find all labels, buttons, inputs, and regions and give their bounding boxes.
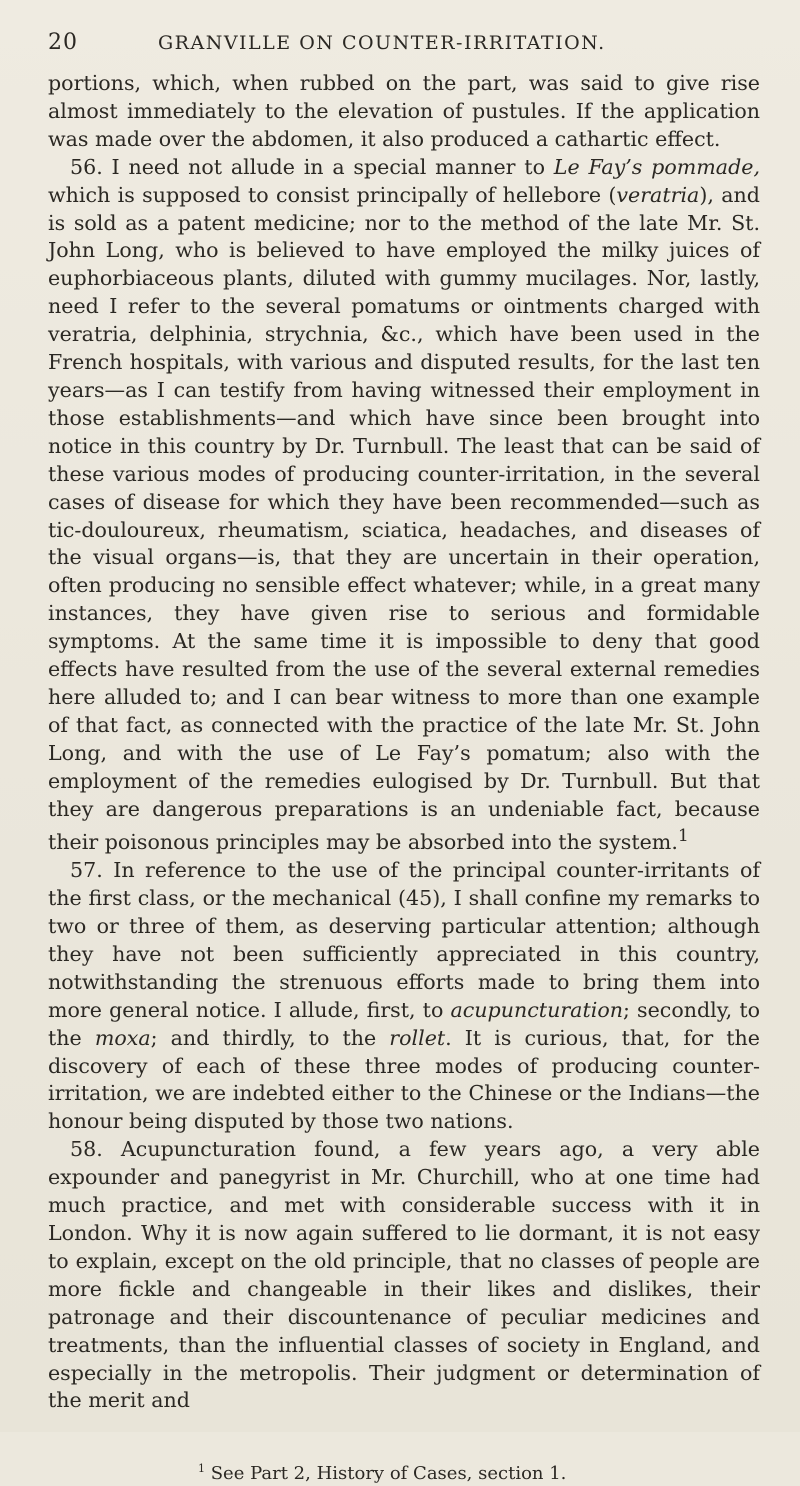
text-run: which is supposed to consist principally of hellebore ( bbox=[48, 182, 617, 207]
text-run: ; secondly, to the bbox=[48, 997, 761, 1050]
italic-run: moxa bbox=[94, 1025, 151, 1050]
body-text bbox=[48, 70, 760, 1415]
text-run: ; and thirdly, to the bbox=[150, 1025, 390, 1050]
italic-run: veratria bbox=[616, 182, 700, 207]
running-title: GRANVILLE ON COUNTER-IRRITATION. bbox=[158, 32, 606, 54]
italic-run: rollet bbox=[389, 1025, 446, 1050]
footnote-reference: 1 bbox=[677, 826, 689, 847]
page-number: 20 bbox=[48, 30, 78, 55]
paragraph-56 bbox=[48, 154, 760, 858]
text-run: 56. I need not allude in a special manner to bbox=[70, 154, 554, 179]
text-run: ), and is sold as a patent medicine; nor to the method of the late Mr. St. John Long, who is believed to have employed the milky juices of euphorbiaceous plants, diluted with gummy mucilages. Nor, lastly, need I refer to the several pomatums or ointments charged with veratria, delphinia, strychnia, &c., which have been used in the French hospitals, with various and disputed results, for the last ten years—as I can testify from having witnessed their employment in those establishments—and which have since been brought into notice in this country by Dr. Turnbull. The least that can be said of these various modes of producing counter-irritation, in the several cases of disease for which they have been recommended—such as tic-douloureux, rheumatism, sciatica, headaches, and diseases of the visual organs—is, that they are uncertain in their operation, often producing no sensible effect whatever; while, in a great many instances, they have given rise to serious and formidable symptoms. At the same time it is impossible to deny that good effects have resulted from the use of the several external remedies here alluded to; and I can bear witness to more than one example of that fact, as connected with the practice of the late Mr. St. John Long, and with the use of Le Fay’s pomatum; also with the employment of the remedies eulogised by Dr. Turnbull. But that they are dangerous preparations is an undeniable fact, because their poisonous principles may be absorbed into the system. bbox=[48, 182, 760, 855]
paragraph-57 bbox=[48, 857, 760, 1136]
text-run: 58. Acupuncturation found, a few years ago, a very able expounder and panegyrist in Mr. Churchill, who at one time had much practice, and met with considerable success with it in London. Why it is now again suffered to lie dormant, it is not easy to explain, except on the old principle, that no classes of people are more fickle and changeable in their likes and dislikes, their patronage and their discountenance of peculiar medicines and treatments, than the influential classes of society in England, and especially in the metropolis. Their judgment or determination of the merit and bbox=[48, 1137, 760, 1413]
paragraph-58 bbox=[48, 1136, 760, 1415]
paragraph-continued bbox=[48, 70, 760, 154]
italic-run: Le Fay’s pommade, bbox=[553, 154, 760, 179]
running-head bbox=[48, 26, 760, 64]
text-run: portions, which, when rubbed on the part, was said to give rise almost immediately to the elevation of pustules. If the application was made over the abdomen, it also produced a cathartic effect. bbox=[48, 71, 760, 151]
italic-run: acupuncturation bbox=[450, 997, 623, 1022]
text-run: . It is curious, that, for the discovery of each of these three modes of producing counter-irritation, we are indebted either to the Chinese or the Indians—the honour being disputed by those two nations. bbox=[48, 1025, 760, 1134]
footnote-mark: 1 bbox=[198, 1462, 205, 1476]
footnote-text: See Part 2, History of Cases, section 1. bbox=[205, 1463, 567, 1485]
footnote bbox=[48, 1457, 760, 1486]
text-run: 57. In reference to the use of the principal counter-irritants of the first class, or the mechanical (45), I shall confine my remarks to two or three of them, as deserving particular attention; although they have not been sufficiently appreciated in this country, notwithstanding the strenuous efforts made to bring them into more general notice. I allude, first, to bbox=[48, 858, 760, 1022]
